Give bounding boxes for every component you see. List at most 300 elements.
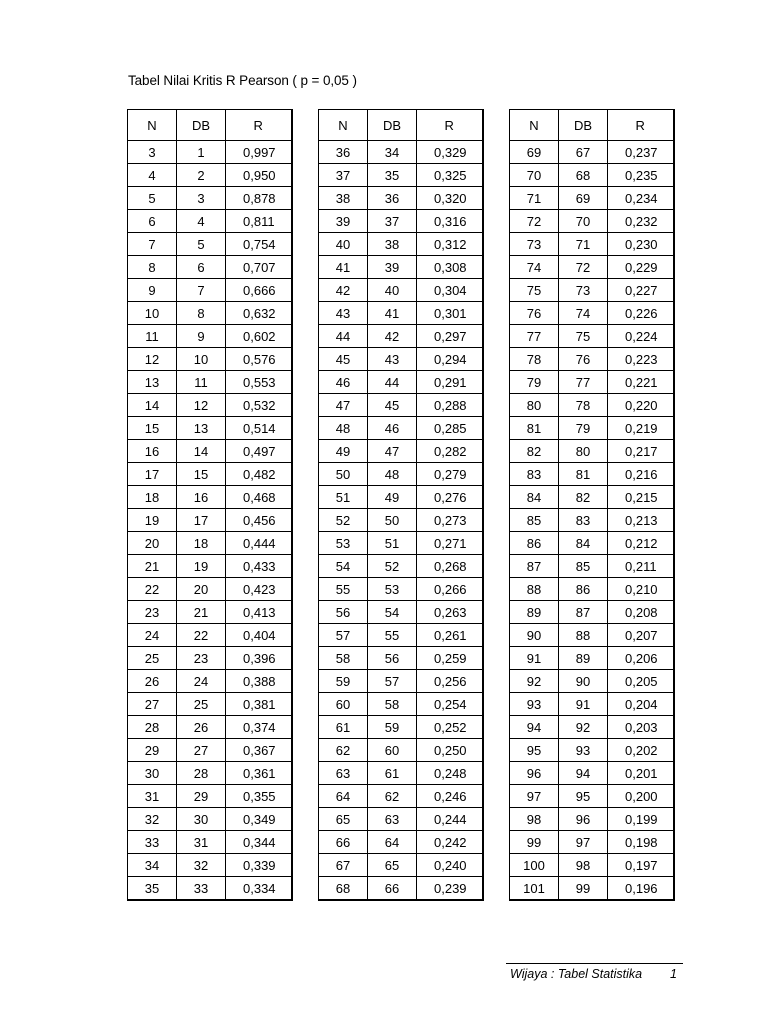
header-r: R <box>608 110 674 141</box>
cell-r: 0,632 <box>226 302 292 325</box>
table-row <box>319 325 483 348</box>
table-row <box>319 256 483 279</box>
cell-db: 13 <box>177 417 226 440</box>
cell-r: 0,220 <box>608 394 674 417</box>
table-row <box>319 877 483 901</box>
cell-r: 0,374 <box>226 716 292 739</box>
cell-db: 28 <box>177 762 226 785</box>
cell-r: 0,242 <box>417 831 483 854</box>
cell-n: 65 <box>319 808 368 831</box>
table-row <box>510 348 674 371</box>
cell-r: 0,201 <box>608 762 674 785</box>
cell-n: 91 <box>510 647 559 670</box>
cell-db: 63 <box>368 808 417 831</box>
cell-db: 91 <box>559 693 608 716</box>
cell-db: 10 <box>177 348 226 371</box>
cell-n: 87 <box>510 555 559 578</box>
table-row <box>128 762 292 785</box>
cell-db: 32 <box>177 854 226 877</box>
cell-n: 22 <box>128 578 177 601</box>
cell-n: 40 <box>319 233 368 256</box>
cell-r: 0,329 <box>417 141 483 164</box>
table-row <box>510 716 674 739</box>
table-row <box>510 578 674 601</box>
cell-r: 0,240 <box>417 854 483 877</box>
cell-db: 99 <box>559 877 608 901</box>
cell-r: 0,355 <box>226 785 292 808</box>
cell-db: 30 <box>177 808 226 831</box>
header-r: R <box>226 110 292 141</box>
cell-r: 0,404 <box>226 624 292 647</box>
cell-db: 44 <box>368 371 417 394</box>
cell-r: 0,252 <box>417 716 483 739</box>
cell-db: 61 <box>368 762 417 785</box>
cell-n: 66 <box>319 831 368 854</box>
cell-n: 39 <box>319 210 368 233</box>
cell-n: 73 <box>510 233 559 256</box>
cell-r: 0,232 <box>608 210 674 233</box>
cell-db: 42 <box>368 325 417 348</box>
cell-n: 48 <box>319 417 368 440</box>
cell-r: 0,297 <box>417 325 483 348</box>
cell-n: 24 <box>128 624 177 647</box>
cell-r: 0,263 <box>417 601 483 624</box>
cell-n: 62 <box>319 739 368 762</box>
table-row <box>319 762 483 785</box>
cell-r: 0,206 <box>608 647 674 670</box>
cell-r: 0,227 <box>608 279 674 302</box>
table-row <box>319 210 483 233</box>
cell-r: 0,216 <box>608 463 674 486</box>
cell-r: 0,279 <box>417 463 483 486</box>
cell-n: 8 <box>128 256 177 279</box>
cell-n: 96 <box>510 762 559 785</box>
cell-db: 90 <box>559 670 608 693</box>
table-row <box>128 578 292 601</box>
cell-n: 14 <box>128 394 177 417</box>
table-row <box>510 831 674 854</box>
cell-n: 16 <box>128 440 177 463</box>
cell-db: 58 <box>368 693 417 716</box>
cell-db: 50 <box>368 509 417 532</box>
cell-n: 41 <box>319 256 368 279</box>
table-row <box>319 233 483 256</box>
cell-r: 0,367 <box>226 739 292 762</box>
table-row <box>319 417 483 440</box>
table-row <box>128 854 292 877</box>
cell-n: 94 <box>510 716 559 739</box>
table-row <box>319 716 483 739</box>
table-row <box>128 739 292 762</box>
cell-n: 11 <box>128 325 177 348</box>
cell-n: 90 <box>510 624 559 647</box>
cell-r: 0,259 <box>417 647 483 670</box>
cell-r: 0,388 <box>226 670 292 693</box>
cell-n: 69 <box>510 141 559 164</box>
cell-r: 0,196 <box>608 877 674 901</box>
cell-db: 7 <box>177 279 226 302</box>
r-table-3 <box>509 109 675 901</box>
cell-n: 20 <box>128 532 177 555</box>
cell-r: 0,811 <box>226 210 292 233</box>
cell-n: 72 <box>510 210 559 233</box>
table-row <box>510 693 674 716</box>
cell-db: 38 <box>368 233 417 256</box>
cell-db: 69 <box>559 187 608 210</box>
cell-r: 0,878 <box>226 187 292 210</box>
cell-db: 39 <box>368 256 417 279</box>
cell-db: 77 <box>559 371 608 394</box>
table-row <box>510 509 674 532</box>
cell-db: 80 <box>559 440 608 463</box>
cell-db: 53 <box>368 578 417 601</box>
cell-r: 0,381 <box>226 693 292 716</box>
table-row <box>319 578 483 601</box>
cell-r: 0,202 <box>608 739 674 762</box>
cell-n: 81 <box>510 417 559 440</box>
table-row <box>319 555 483 578</box>
cell-db: 88 <box>559 624 608 647</box>
table-row <box>319 647 483 670</box>
table-row <box>128 624 292 647</box>
cell-db: 96 <box>559 808 608 831</box>
cell-db: 37 <box>368 210 417 233</box>
cell-r: 0,234 <box>608 187 674 210</box>
cell-r: 0,246 <box>417 785 483 808</box>
table-row <box>319 739 483 762</box>
cell-db: 67 <box>559 141 608 164</box>
cell-r: 0,482 <box>226 463 292 486</box>
cell-db: 8 <box>177 302 226 325</box>
cell-n: 27 <box>128 693 177 716</box>
table-row <box>128 670 292 693</box>
cell-db: 94 <box>559 762 608 785</box>
cell-n: 51 <box>319 486 368 509</box>
cell-n: 92 <box>510 670 559 693</box>
cell-n: 13 <box>128 371 177 394</box>
table-row <box>319 279 483 302</box>
cell-r: 0,203 <box>608 716 674 739</box>
cell-db: 75 <box>559 325 608 348</box>
cell-db: 70 <box>559 210 608 233</box>
cell-db: 89 <box>559 647 608 670</box>
table-row <box>319 348 483 371</box>
cell-n: 49 <box>319 440 368 463</box>
cell-db: 86 <box>559 578 608 601</box>
cell-db: 40 <box>368 279 417 302</box>
cell-r: 0,334 <box>226 877 292 901</box>
cell-r: 0,997 <box>226 141 292 164</box>
cell-db: 79 <box>559 417 608 440</box>
cell-r: 0,576 <box>226 348 292 371</box>
cell-db: 87 <box>559 601 608 624</box>
cell-db: 98 <box>559 854 608 877</box>
cell-db: 33 <box>177 877 226 901</box>
table-row <box>510 394 674 417</box>
cell-n: 12 <box>128 348 177 371</box>
cell-r: 0,294 <box>417 348 483 371</box>
cell-r: 0,266 <box>417 578 483 601</box>
header-db: DB <box>177 110 226 141</box>
cell-db: 35 <box>368 164 417 187</box>
table-row <box>510 233 674 256</box>
cell-n: 6 <box>128 210 177 233</box>
cell-n: 82 <box>510 440 559 463</box>
table-row <box>510 256 674 279</box>
cell-r: 0,413 <box>226 601 292 624</box>
table-row <box>510 486 674 509</box>
cell-db: 60 <box>368 739 417 762</box>
r-table-1 <box>127 109 293 901</box>
cell-n: 10 <box>128 302 177 325</box>
cell-n: 54 <box>319 555 368 578</box>
cell-n: 43 <box>319 302 368 325</box>
cell-r: 0,468 <box>226 486 292 509</box>
table-row <box>128 440 292 463</box>
cell-r: 0,361 <box>226 762 292 785</box>
table-row <box>510 670 674 693</box>
table-row <box>510 532 674 555</box>
table-row <box>128 210 292 233</box>
cell-r: 0,349 <box>226 808 292 831</box>
cell-db: 3 <box>177 187 226 210</box>
cell-db: 72 <box>559 256 608 279</box>
page-footer <box>506 963 683 984</box>
cell-db: 41 <box>368 302 417 325</box>
cell-n: 63 <box>319 762 368 785</box>
table-row <box>319 808 483 831</box>
cell-r: 0,235 <box>608 164 674 187</box>
cell-r: 0,325 <box>417 164 483 187</box>
cell-db: 57 <box>368 670 417 693</box>
cell-db: 55 <box>368 624 417 647</box>
table-row <box>510 624 674 647</box>
table-row <box>319 486 483 509</box>
cell-db: 20 <box>177 578 226 601</box>
cell-r: 0,221 <box>608 371 674 394</box>
cell-db: 27 <box>177 739 226 762</box>
cell-n: 80 <box>510 394 559 417</box>
cell-db: 52 <box>368 555 417 578</box>
cell-r: 0,497 <box>226 440 292 463</box>
cell-n: 77 <box>510 325 559 348</box>
cell-db: 68 <box>559 164 608 187</box>
cell-db: 49 <box>368 486 417 509</box>
page-title: Tabel Nilai Kritis R Pearson ( p = 0,05 ) <box>128 73 357 88</box>
table-row <box>128 256 292 279</box>
table-row <box>510 440 674 463</box>
cell-r: 0,754 <box>226 233 292 256</box>
table-row <box>319 141 483 164</box>
table-row <box>319 440 483 463</box>
cell-db: 4 <box>177 210 226 233</box>
cell-db: 15 <box>177 463 226 486</box>
cell-n: 47 <box>319 394 368 417</box>
cell-db: 76 <box>559 348 608 371</box>
header-row <box>510 110 674 141</box>
table-row <box>319 601 483 624</box>
cell-r: 0,268 <box>417 555 483 578</box>
table-row <box>128 693 292 716</box>
cell-db: 92 <box>559 716 608 739</box>
cell-db: 17 <box>177 509 226 532</box>
cell-db: 45 <box>368 394 417 417</box>
cell-r: 0,230 <box>608 233 674 256</box>
cell-n: 86 <box>510 532 559 555</box>
cell-n: 26 <box>128 670 177 693</box>
cell-n: 78 <box>510 348 559 371</box>
cell-r: 0,282 <box>417 440 483 463</box>
table-row <box>510 279 674 302</box>
cell-db: 19 <box>177 555 226 578</box>
cell-n: 100 <box>510 854 559 877</box>
cell-n: 32 <box>128 808 177 831</box>
cell-db: 11 <box>177 371 226 394</box>
table-row <box>319 670 483 693</box>
cell-n: 45 <box>319 348 368 371</box>
cell-db: 26 <box>177 716 226 739</box>
cell-r: 0,224 <box>608 325 674 348</box>
cell-db: 78 <box>559 394 608 417</box>
cell-n: 74 <box>510 256 559 279</box>
table-row <box>319 854 483 877</box>
table-row <box>128 141 292 164</box>
cell-n: 60 <box>319 693 368 716</box>
table-row <box>128 808 292 831</box>
cell-db: 34 <box>368 141 417 164</box>
cell-db: 1 <box>177 141 226 164</box>
cell-r: 0,213 <box>608 509 674 532</box>
cell-n: 70 <box>510 164 559 187</box>
cell-n: 64 <box>319 785 368 808</box>
header-n: N <box>128 110 177 141</box>
header-n: N <box>319 110 368 141</box>
cell-r: 0,254 <box>417 693 483 716</box>
cell-db: 43 <box>368 348 417 371</box>
cell-n: 3 <box>128 141 177 164</box>
cell-r: 0,256 <box>417 670 483 693</box>
cell-db: 59 <box>368 716 417 739</box>
cell-r: 0,423 <box>226 578 292 601</box>
table-row <box>128 716 292 739</box>
table-row <box>128 463 292 486</box>
cell-r: 0,553 <box>226 371 292 394</box>
cell-n: 37 <box>319 164 368 187</box>
cell-db: 93 <box>559 739 608 762</box>
cell-r: 0,197 <box>608 854 674 877</box>
cell-n: 55 <box>319 578 368 601</box>
cell-r: 0,211 <box>608 555 674 578</box>
cell-db: 82 <box>559 486 608 509</box>
table-row <box>319 302 483 325</box>
table-row <box>128 394 292 417</box>
cell-r: 0,217 <box>608 440 674 463</box>
cell-r: 0,199 <box>608 808 674 831</box>
cell-r: 0,237 <box>608 141 674 164</box>
cell-n: 58 <box>319 647 368 670</box>
cell-db: 5 <box>177 233 226 256</box>
table-row <box>128 233 292 256</box>
cell-db: 73 <box>559 279 608 302</box>
cell-n: 76 <box>510 302 559 325</box>
table-row <box>319 371 483 394</box>
cell-n: 71 <box>510 187 559 210</box>
cell-db: 54 <box>368 601 417 624</box>
table-row <box>128 164 292 187</box>
table-row <box>128 371 292 394</box>
cell-n: 83 <box>510 463 559 486</box>
cell-n: 95 <box>510 739 559 762</box>
cell-n: 35 <box>128 877 177 901</box>
table-row <box>510 601 674 624</box>
cell-r: 0,204 <box>608 693 674 716</box>
cell-r: 0,514 <box>226 417 292 440</box>
cell-db: 12 <box>177 394 226 417</box>
cell-n: 7 <box>128 233 177 256</box>
cell-r: 0,219 <box>608 417 674 440</box>
cell-n: 46 <box>319 371 368 394</box>
cell-n: 29 <box>128 739 177 762</box>
table-row <box>510 762 674 785</box>
cell-n: 68 <box>319 877 368 901</box>
cell-n: 18 <box>128 486 177 509</box>
cell-r: 0,344 <box>226 831 292 854</box>
cell-db: 29 <box>177 785 226 808</box>
table-row <box>319 394 483 417</box>
cell-n: 98 <box>510 808 559 831</box>
table-row <box>319 693 483 716</box>
header-row <box>319 110 483 141</box>
header-r: R <box>417 110 483 141</box>
cell-n: 19 <box>128 509 177 532</box>
cell-n: 9 <box>128 279 177 302</box>
cell-n: 21 <box>128 555 177 578</box>
table-row <box>510 739 674 762</box>
table-row <box>128 877 292 901</box>
r-table-2 <box>318 109 484 901</box>
page-number: 1 <box>670 967 677 981</box>
cell-db: 81 <box>559 463 608 486</box>
cell-r: 0,205 <box>608 670 674 693</box>
cell-n: 84 <box>510 486 559 509</box>
cell-r: 0,212 <box>608 532 674 555</box>
cell-db: 31 <box>177 831 226 854</box>
cell-n: 75 <box>510 279 559 302</box>
table-row <box>510 371 674 394</box>
cell-r: 0,285 <box>417 417 483 440</box>
cell-db: 95 <box>559 785 608 808</box>
cell-r: 0,456 <box>226 509 292 532</box>
table-row <box>319 164 483 187</box>
table-row <box>510 417 674 440</box>
cell-n: 36 <box>319 141 368 164</box>
cell-r: 0,271 <box>417 532 483 555</box>
table-row <box>510 785 674 808</box>
cell-r: 0,200 <box>608 785 674 808</box>
cell-db: 6 <box>177 256 226 279</box>
header-db: DB <box>368 110 417 141</box>
cell-n: 79 <box>510 371 559 394</box>
cell-r: 0,666 <box>226 279 292 302</box>
cell-r: 0,301 <box>417 302 483 325</box>
table-row <box>510 854 674 877</box>
cell-db: 14 <box>177 440 226 463</box>
cell-r: 0,304 <box>417 279 483 302</box>
cell-r: 0,339 <box>226 854 292 877</box>
cell-r: 0,229 <box>608 256 674 279</box>
cell-db: 18 <box>177 532 226 555</box>
table-row <box>510 463 674 486</box>
